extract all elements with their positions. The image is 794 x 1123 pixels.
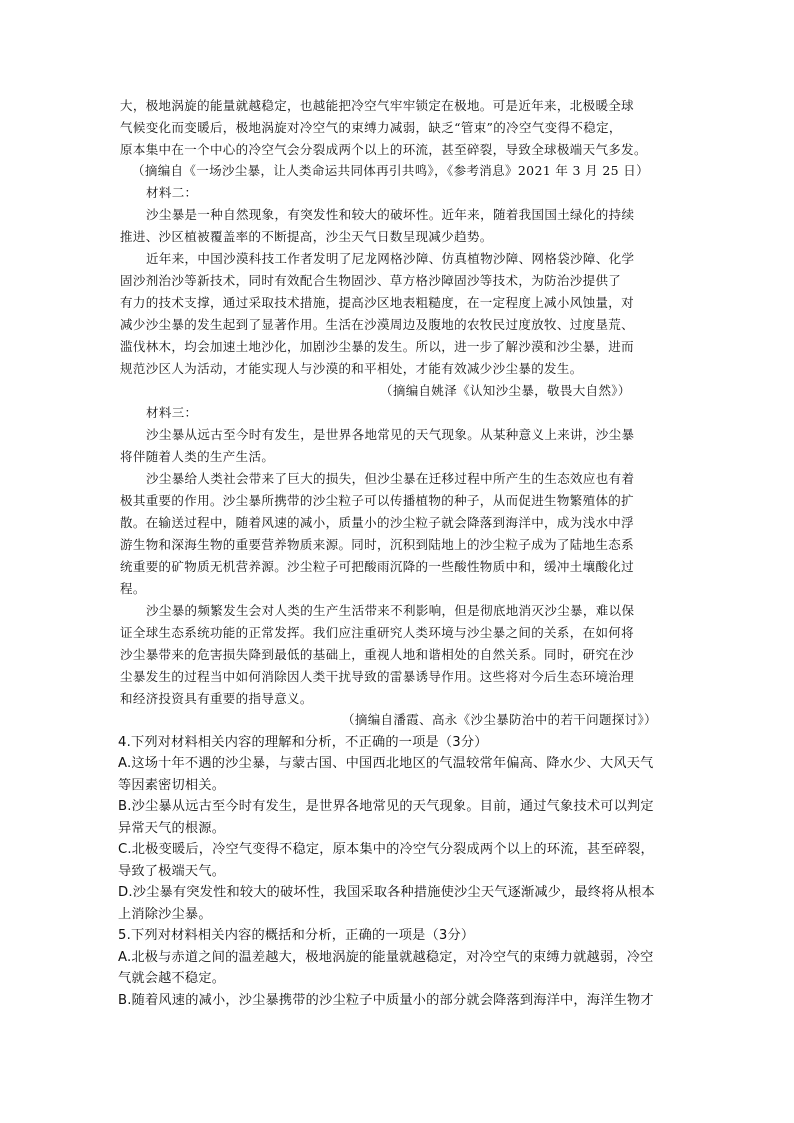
passage-line: 极其重要的作用。沙尘暴所携带的沙尘粒子可以传播植物的种子，从而促进生物繁殖体的扩: [120, 493, 635, 508]
passage-line: 沙尘暴带来的危害损失降到最低的基础上，重视人地和谐相处的自然关系。同时，研究在沙: [120, 647, 635, 662]
passage-line: 规范沙区人为活动，才能实现人与沙漠的和平相处，才能有效减少沙尘暴的发生。: [120, 361, 583, 376]
option-line: 气就会越不稳定。: [118, 971, 226, 986]
passage-line: 滥伐林木，均会加速土地沙化，加剧沙尘暴的发生。所以，进一步了解沙漠和沙尘暴，进而: [120, 339, 635, 354]
question-stem: 4.下列对材料相关内容的理解和分析，不正确的一项是（3分）: [118, 735, 488, 750]
passage-line: 证全球生态系统功能的正常发挥。我们应注重研究人类环境与沙尘暴之间的关系，在如何将: [120, 625, 635, 640]
passage-line: 近年来，中国沙漠科技工作者发明了尼龙网格沙障、仿真植物沙障、网格袋沙障、化学: [146, 251, 635, 266]
material-heading: 材料三：: [146, 405, 198, 420]
passage-line: 散。在输送过程中，随着风速的减小，质量小的沙尘粒子就会降落到海洋中，成为浅水中浮: [120, 515, 635, 530]
option-line: C.北极变暖后，冷空气变得不稳定，原本集中的冷空气分裂成两个以上的环流，甚至碎裂，: [118, 842, 654, 857]
passage-line: 游生物和深海生物的重要营养物质来源。同时，沉积到陆地上的沙尘粒子成为了陆地生态系: [120, 537, 635, 552]
passage-line: 程。: [120, 581, 146, 596]
passage-line: 将伴随着人类的生产生活。: [120, 449, 275, 464]
passage-line: 有力的技术支撑，通过采取技术措施，提高沙区地表粗糙度，在一定程度上减小风蚀量，对: [120, 295, 635, 310]
passage-line: 推进、沙区植被覆盖率的不断提高，沙尘天气日数呈现减少趋势。: [120, 229, 493, 244]
option-line: 等因素密切相关。: [118, 778, 226, 793]
passage-line: 大，极地涡旋的能量就越稳定，也越能把冷空气牢牢锁定在极地。可是近年来，北极暖全球: [120, 98, 635, 113]
option-line: 异常天气的根源。: [118, 821, 226, 836]
passage-line: 尘暴发生的过程当中如何消除因人类干扰导致的雷暴诱导作用。这些将对今后生态环境治理: [120, 669, 635, 684]
passage-line: 沙尘暴是一种自然现象，有突发性和较大的破坏性。近年来，随着我国国土绿化的持续: [146, 207, 635, 222]
option-line: 导致了极端天气。: [118, 864, 226, 879]
passage-line: 沙尘暴的频繁发生会对人类的生产生活带来不利影响，但是彻底地消灭沙尘暴，难以保: [146, 603, 635, 618]
passage-line: 气候变化而变暖后，极地涡旋对冷空气的束缚力减弱，缺乏“管束”的冷空气变得不稳定，: [120, 120, 622, 135]
source-citation: （摘编自《一场沙尘暴，让人类命运共同体再引共鸣》，《参考消息》2021 年 3 月 25 日）: [132, 163, 649, 178]
option-line: D.沙尘暴有突发性和较大的破坏性，我国采取各种措施使沙尘天气逐渐减少，最终将从根本: [118, 885, 655, 900]
option-line: 上消除沙尘暴。: [118, 907, 212, 922]
material-heading: 材料二：: [146, 185, 198, 200]
passage-line: 和经济投资具有重要的指导意义。: [120, 691, 313, 706]
option-line: A.北极与赤道之间的温差越大，极地涡旋的能量就越稳定，对冷空气的束缚力就越弱，冷空: [118, 950, 654, 965]
passage-line: 沙尘暴给人类社会带来了巨大的损失，但沙尘暴在迁移过程中所产生的生态效应也有着: [146, 471, 635, 486]
passage-line: 统重要的矿物质无机营养源。沙尘粒子可把酸雨沉降的一些酸性物质中和，缓冲土壤酸化过: [120, 559, 635, 574]
option-line: B.随着风速的减小，沙尘暴携带的沙尘粒子中质量小的部分就会降落到海洋中，海洋生物才: [118, 993, 654, 1008]
passage-line: 原本集中在一个中心的冷空气会分裂成两个以上的环流，甚至碎裂，导致全球极端天气多发。: [120, 142, 647, 157]
passage-line: 固沙剂治沙等新技术，同时有效配合生物固沙、草方格沙障固沙等技术，为防治沙提供了: [120, 273, 622, 288]
source-citation: （摘编自潘霞、高永《沙尘暴防治中的若干问题探讨》）: [342, 712, 658, 727]
option-line: B.沙尘暴从远古至今时有发生，是世界各地常见的天气现象。目前，通过气象技术可以判定: [118, 799, 654, 814]
passage-line: 沙尘暴从远古至今时有发生，是世界各地常见的天气现象。从某种意义上来讲，沙尘暴: [146, 427, 635, 442]
option-line: A.这场十年不遇的沙尘暴，与蒙古国、中国西北地区的气温较常年偏高、降水少、大风天气: [118, 756, 654, 771]
passage-line: 减少沙尘暴的发生起到了显著作用。生活在沙漠周边及腹地的农牧民过度放牧、过度垦荒、: [120, 317, 635, 332]
source-citation: （摘编自姚泽《认知沙尘暴，敬畏大自然》）: [380, 383, 631, 398]
question-stem: 5.下列对材料相关内容的概括和分析，正确的一项是（3分）: [118, 928, 475, 943]
